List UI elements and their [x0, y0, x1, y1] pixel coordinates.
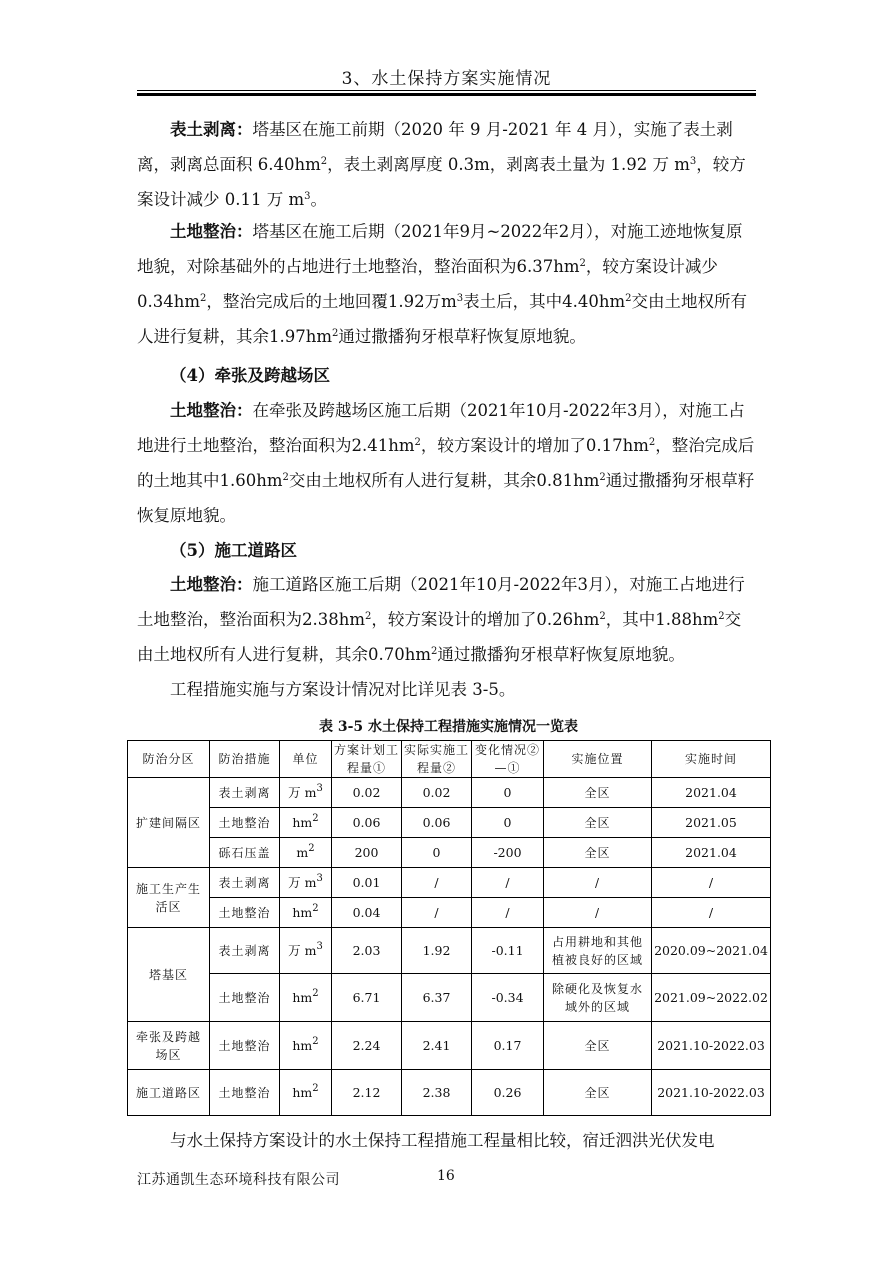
- header-cell: 单位: [280, 741, 332, 778]
- header-cell: 防治措施: [210, 741, 280, 778]
- paragraph-tension-site: 土地整治：在牵张及跨越场区施工后期（2021年10月-2022年3月），对施工占地进行土地整治，整治面积为$2.41hm^2$，较方案设计的增加了$0.17hm^2$，整治完成后的土地其中$1.60hm^2$交由土地权所有人进行复耕，其余$0.81hm^2$通过撒播狗牙根草籽恢复原地貌。: [137, 401, 755, 525]
- header-rule-thick: [137, 93, 756, 96]
- table-row: 施工道路区 土地整治 $hm^2$ 2.12 2.38 0.26 全区 2021.10-2022.03: [128, 1070, 771, 1116]
- zone-cell: 扩建间隔区: [128, 778, 210, 868]
- zone-cell: 施工道路区: [128, 1070, 210, 1116]
- paragraph-tower-land-leveling: 土地整治：塔基区在施工后期（2021年9月~2022年2月），对施工迹地恢复原地貌，对除基础外的占地进行土地整治，整治面积为$6.37hm^2$，较方案设计减少$0.34hm^2$，整治完成后的土地回覆1.92万$m^3$表土后，其中$4.40hm^2$交由土地权所有人进行复耕，其余$1.97hm^2$通过撒播狗牙根草籽恢复原地貌。: [137, 222, 748, 346]
- table-row: 施工生产生活区 表土剥离 万 $m^3$ 0.01 / / / /: [128, 868, 771, 898]
- paragraph-lead: 土地整治：: [170, 401, 253, 420]
- table-row: 土地整治 $hm^2$ 6.71 6.37 -0.34 除硬化及恢复水域外的区域 2021.09~2022.02: [128, 974, 771, 1022]
- header-cell: 实施时间: [652, 741, 771, 778]
- header-cell: 实施位置: [544, 741, 652, 778]
- table-row: 土地整治 $hm^2$ 0.04 / / / /: [128, 898, 771, 928]
- header-cell: 防治分区: [128, 741, 210, 778]
- table-row: 塔基区 表土剥离 万 $m^3$ 2.03 1.92 -0.11 占用耕地和其他植被良好的区域 2020.09~2021.04: [128, 928, 771, 974]
- table-row: 土地整治 $hm^2$ 0.06 0.06 0 全区 2021.05: [128, 808, 771, 838]
- table-row: 砾石压盖 $m^2$ 200 0 -200 全区 2021.04: [128, 838, 771, 868]
- header-rule-thin: [137, 90, 756, 91]
- measures-table: [127, 740, 771, 1116]
- header-cell: 实际实施工程量②: [402, 741, 472, 778]
- table-row: 牵张及跨越场区 土地整治 $hm^2$ 2.24 2.41 0.17 全区 2021.10-2022.03: [128, 1022, 771, 1070]
- header-cell: 变化情况②—①: [472, 741, 544, 778]
- paragraph-lead: 表土剥离：: [170, 120, 253, 139]
- page-number: 16: [437, 1168, 455, 1184]
- paragraph-topsoil-stripping: 表土剥离：塔基区在施工前期（2020 年 9 月-2021 年 4 月），实施了表土剥离，剥离总面积 $6.40hm^2$，表土剥离厚度 0.3m，剥离表土量为 1.92 万 $m^3$，较方案设计减少 0.11 万 $m^3$。: [137, 120, 746, 209]
- table-header-row: [128, 741, 771, 778]
- zone-cell: 施工生产生活区: [128, 868, 210, 928]
- table-row: 扩建间隔区 表土剥离 万 $m^3$ 0.02 0.02 0 全区 2021.04: [128, 778, 771, 808]
- paragraph-road-area: 土地整治：施工道路区施工后期（2021年10月-2022年3月），对施工占地进行土地整治，整治面积为$2.38hm^2$，较方案设计的增加了$0.26hm^2$，其中$1.88hm^2$交由土地权所有人进行复耕，其余$0.70hm^2$通过撒播狗牙根草籽恢复原地貌。: [137, 575, 745, 664]
- section-heading-4: （4）牵张及跨越场区: [170, 366, 330, 385]
- running-header: 3、水土保持方案实施情况: [341, 69, 552, 89]
- section-heading-5: （5）施工道路区: [170, 541, 297, 560]
- header-cell: 方案计划工程量①: [332, 741, 402, 778]
- footer-company: 江苏通凯生态环境科技有限公司: [137, 1172, 340, 1188]
- zone-cell: 牵张及跨越场区: [128, 1022, 210, 1070]
- paragraph-table-reference: 工程措施实施与方案设计情况对比详见表 3-5。: [170, 680, 516, 699]
- zone-cell: 塔基区: [128, 928, 210, 1022]
- table-caption: 表 3-5 水土保持工程措施实施情况一览表: [318, 719, 579, 735]
- paragraph-lead: 土地整治：: [170, 222, 253, 241]
- paragraph-comparison: 与水土保持方案设计的水土保持工程措施工程量相比较，宿迁泗洪光伏发电: [170, 1131, 715, 1150]
- paragraph-lead: 土地整治：: [170, 575, 253, 594]
